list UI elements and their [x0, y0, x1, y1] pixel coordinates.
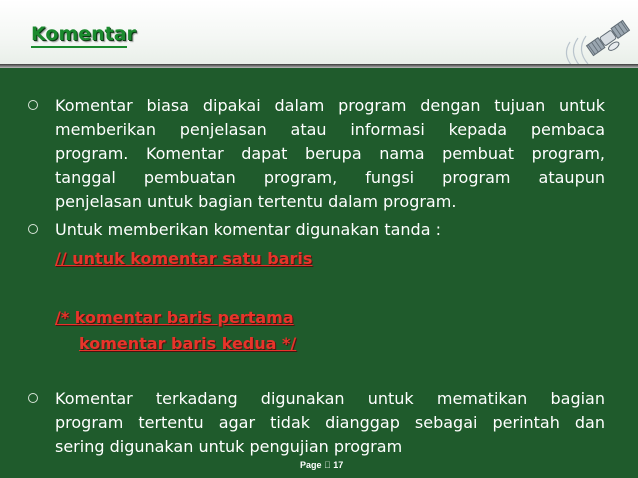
bullet-text-2 [55, 218, 605, 242]
page-number: Page 17 [300, 460, 335, 470]
satellite-icon [548, 8, 638, 70]
bullet-1-line-3: program. Komentar dapat berupa nama pembuat program, [55, 144, 605, 163]
bullet-text-1 [55, 94, 605, 214]
title-underline [31, 46, 127, 48]
bullet-3-line-3: sering digunakan untuk pengujian program [55, 437, 403, 456]
signal-waves [566, 36, 588, 66]
code-multi-line-comment-end: komentar baris kedua */ [79, 334, 297, 353]
bullet-1-line-5: penjelasan untuk bagian tertentu dalam program. [55, 192, 457, 211]
slide-title: Komentar [31, 23, 136, 45]
bullet-1-line-2: memberikan penjelasan atau informasi kepada pembaca [55, 120, 605, 139]
bullet-3-line-1: Komentar terkadang digunakan untuk mematikan bagian [55, 389, 605, 408]
bullet-1-line-1: Komentar biasa dipakai dalam program dengan tujuan untuk [55, 96, 605, 115]
bullet-marker-3 [28, 393, 38, 403]
bullet-3-line-2: program tertentu agar tidak dianggap sebagai perintah dan [55, 413, 605, 432]
bullet-1-line-4: tanggal pembuatan program, fungsi program ataupun [55, 168, 605, 187]
bullet-marker-2 [28, 224, 38, 234]
bullet-2-line-1: Untuk memberikan komentar digunakan tanda : [55, 220, 441, 239]
slide-header [0, 0, 638, 64]
code-multi-line-comment-start: /* komentar baris pertama [55, 308, 294, 327]
bullet-text-3 [55, 387, 605, 459]
bullet-marker-1 [28, 100, 38, 110]
code-single-line-comment: // untuk komentar satu baris [55, 249, 313, 268]
